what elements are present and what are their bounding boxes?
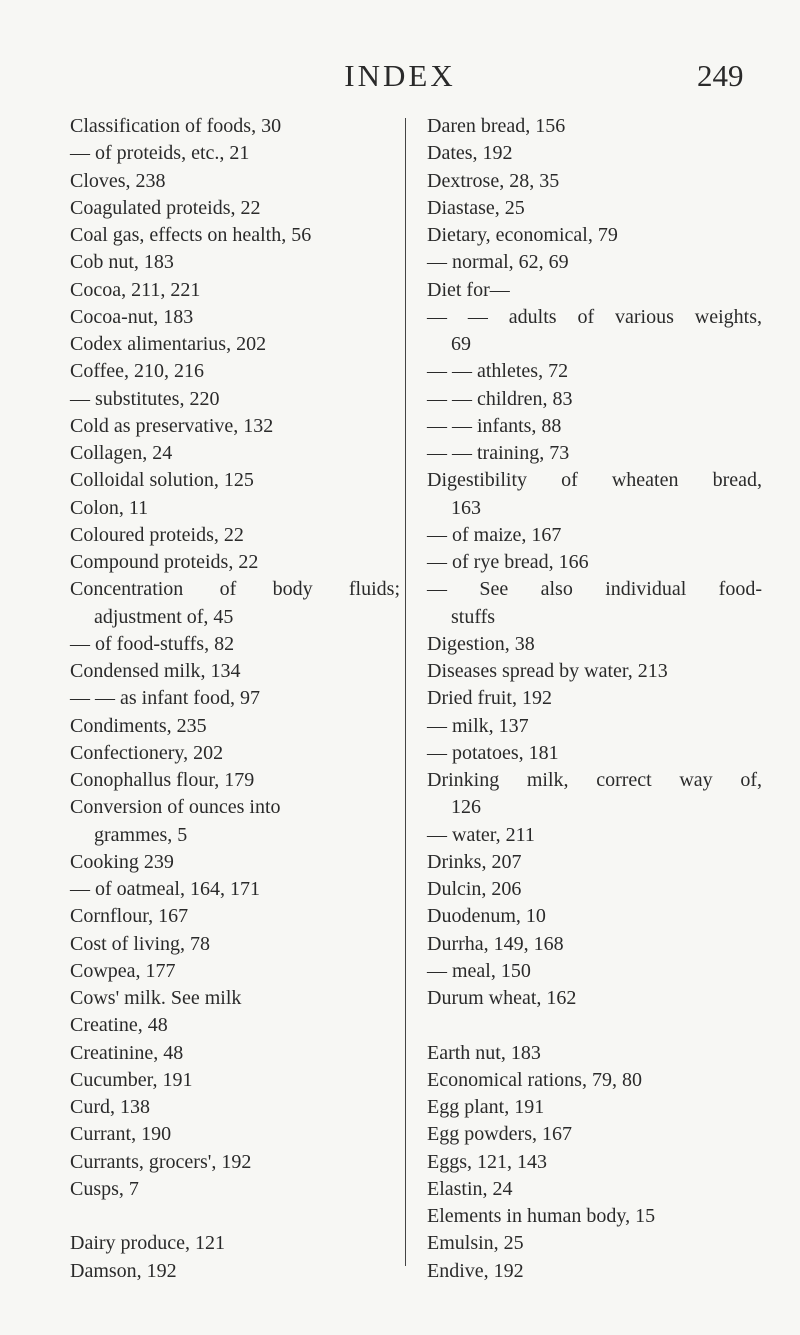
index-entry: Conophallus flour, 179 [70, 769, 255, 791]
index-entry: Condiments, 235 [70, 714, 207, 737]
left-index-column [70, 113, 400, 1285]
index-entry: Dairy produce, 121 [70, 1232, 225, 1255]
index-entry: Dates, 192 [427, 142, 513, 165]
index-entry: — substitutes, 220 [70, 387, 220, 410]
index-entry: Cornflour, 167 [70, 905, 189, 928]
index-entry: Collagen, 24 [70, 442, 173, 464]
index-entry: Drinking milk, correct way of, [427, 769, 762, 791]
letter-section-gap [427, 1012, 762, 1039]
index-entry: Cob nut, 183 [70, 251, 174, 274]
index-entry: Egg plant, 191 [427, 1096, 545, 1118]
index-entry: Dietary, economical, 79 [427, 224, 618, 246]
index-entry: — of proteids, etc., 21 [70, 142, 250, 165]
index-entry: 69 [451, 333, 471, 355]
index-entry: — water, 211 [427, 823, 535, 846]
index-entry: Colon, 11 [70, 496, 149, 519]
index-entry: Concentration of body fluids; [70, 578, 400, 601]
column-divider [405, 118, 406, 1266]
index-entry: Durrha, 149, 168 [427, 932, 564, 955]
index-entry: Daren bread, 156 [427, 115, 566, 137]
index-entry: Diet for— [427, 278, 510, 301]
index-entry: Condensed milk, 134 [70, 660, 241, 682]
index-entry: Endive, 192 [427, 1259, 524, 1282]
index-entry: Currant, 190 [70, 1123, 172, 1146]
index-entry: Conversion of ounces into [70, 796, 281, 819]
index-entry: Cloves, 238 [70, 169, 166, 192]
index-entry: Digestibility of wheaten bread, [427, 469, 762, 492]
index-entry: Curd, 138 [70, 1096, 150, 1118]
index-entry: Elements in human body, 15 [427, 1205, 656, 1227]
index-entry: 163 [451, 496, 481, 519]
index-title: INDEX [344, 58, 456, 93]
index-entry: — of rye bread, 166 [427, 551, 589, 573]
index-entry: Coagulated proteids, 22 [70, 196, 261, 219]
index-entry: Elastin, 24 [427, 1177, 513, 1200]
index-entry: Cowpea, 177 [70, 959, 176, 982]
index-entry: Codex alimentarius, 202 [70, 333, 267, 355]
index-entry: Duodenum, 10 [427, 905, 546, 928]
index-entry: — meal, 150 [427, 959, 531, 982]
index-entry: grammes, 5 [94, 823, 188, 846]
index-entry: Classification of foods, 30 [70, 115, 282, 137]
index-entry: Egg powders, 167 [427, 1123, 572, 1146]
index-entry: Cocoa-nut, 183 [70, 305, 194, 328]
letter-section-gap [70, 1203, 400, 1230]
index-entry: Cows' milk. See milk [70, 987, 242, 1009]
index-entry: Compound proteids, 22 [70, 551, 259, 573]
index-entry: — — as infant food, 97 [70, 687, 260, 710]
index-entry: Diseases spread by water, 213 [427, 660, 668, 682]
index-entry: Currants, grocers', 192 [70, 1150, 252, 1173]
index-entry: Digestion, 38 [427, 632, 535, 655]
index-entry: Cucumber, 191 [70, 1068, 193, 1091]
right-index-column [427, 113, 762, 1285]
index-entry: — normal, 62, 69 [427, 251, 569, 274]
index-entry: — potatoes, 181 [427, 741, 559, 764]
index-entry: Economical rations, 79, 80 [427, 1068, 642, 1091]
index-entry: — of food-stuffs, 82 [70, 632, 235, 655]
index-entry: — — infants, 88 [427, 414, 562, 437]
index-entry: 126 [451, 796, 481, 819]
page-number: 249 [697, 58, 744, 93]
index-entry: — of maize, 167 [427, 523, 562, 546]
index-entry: Creatine, 48 [70, 1014, 168, 1037]
index-entry: — — children, 83 [427, 387, 573, 410]
index-entry: Drinks, 207 [427, 850, 522, 873]
index-entry: — See also individual food- [427, 578, 762, 601]
index-entry: Cusps, 7 [70, 1177, 139, 1200]
index-entry: Emulsin, 25 [427, 1232, 524, 1255]
index-entry: Cooking 239 [70, 850, 174, 873]
index-entry: — — athletes, 72 [427, 360, 569, 383]
index-entry: Cocoa, 211, 221 [70, 278, 201, 301]
index-entry: Dried fruit, 192 [427, 687, 552, 710]
index-entry: Confectionery, 202 [70, 741, 224, 764]
index-entry: — — adults of various weights, [427, 305, 762, 328]
index-entry: Colloidal solution, 125 [70, 469, 254, 492]
index-entry: Coloured proteids, 22 [70, 523, 244, 546]
index-entry: Dulcin, 206 [427, 878, 522, 900]
index-entry: Diastase, 25 [427, 196, 525, 219]
index-entry: Cold as preservative, 132 [70, 414, 274, 437]
index-entry: adjustment of, 45 [94, 605, 234, 628]
index-entry: — milk, 137 [427, 714, 529, 737]
index-entry: Coffee, 210, 216 [70, 360, 205, 383]
index-entry: Creatinine, 48 [70, 1041, 184, 1064]
index-entry: Cost of living, 78 [70, 932, 211, 955]
index-entry: Coal gas, effects on health, 56 [70, 224, 312, 246]
index-entry: Damson, 192 [70, 1259, 177, 1282]
index-entry: Dextrose, 28, 35 [427, 169, 560, 192]
page-header [0, 58, 800, 102]
index-entry: stuffs [451, 605, 496, 628]
index-entry: — — training, 73 [427, 442, 570, 464]
index-entry: — of oatmeal, 164, 171 [70, 878, 260, 900]
index-entry: Eggs, 121, 143 [427, 1150, 547, 1173]
index-entry: Earth nut, 183 [427, 1041, 541, 1064]
index-entry: Durum wheat, 162 [427, 987, 577, 1009]
